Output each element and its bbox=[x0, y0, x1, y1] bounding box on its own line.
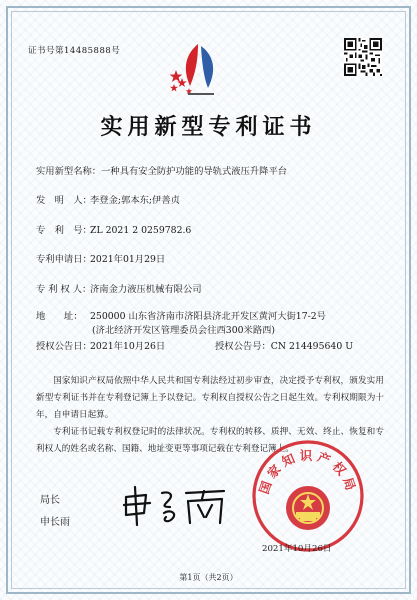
utility-model-name-row bbox=[36, 163, 287, 177]
inventor-value: 李登金;郭本东;伊善贞 bbox=[90, 195, 180, 206]
patentee-label: 专 利 权 人： bbox=[36, 284, 92, 295]
patent-number-label: 专 利 号： bbox=[36, 225, 92, 236]
patent-number-value: ZL 2021 2 0259782.6 bbox=[90, 225, 192, 236]
notice-paragraph-1: 国家知识产权局依照中华人民共和国专利法经过初步审查，决定授予专利权，颁发实用新型专利证书并在专利登记簿上予以登记。专利权自授权公告之日起生效。专利权期限为十年，自申请日起算。 bbox=[36, 376, 384, 420]
certificate-number: 证书号第14485888号 bbox=[28, 46, 121, 56]
address-value-line2: (济北经济开发区管理委员会往西300米路西) bbox=[92, 325, 276, 336]
grant-number-row bbox=[215, 338, 353, 352]
seal-text: 国家知识产权局 bbox=[256, 448, 360, 496]
address-label: 地 址： bbox=[36, 311, 83, 322]
address-row-2 bbox=[92, 322, 275, 336]
filing-date-label: 专利申请日： bbox=[36, 254, 92, 265]
patent-office-emblem-icon bbox=[168, 40, 230, 96]
utility-model-name-value: 一种具有安全防护功能的导轨式液压升降平台 bbox=[101, 166, 288, 177]
filing-date-row bbox=[36, 251, 165, 265]
grant-date-label: 授权公告日： bbox=[36, 341, 92, 352]
inventor-row bbox=[36, 192, 180, 206]
qr-code bbox=[344, 38, 382, 76]
national-emblem-icon bbox=[286, 486, 330, 530]
address-row bbox=[36, 308, 326, 322]
patentee-row bbox=[36, 281, 202, 295]
director-title: 局长 bbox=[40, 495, 60, 506]
grant-number-value: CN 214495640 U bbox=[270, 341, 354, 352]
patentee-value: 济南金力液压机械有限公司 bbox=[90, 284, 202, 295]
page-footer: 第1页（共2页） bbox=[179, 573, 238, 582]
director-signature bbox=[118, 483, 238, 527]
official-seal bbox=[250, 438, 366, 554]
inventor-label: 发 明 人： bbox=[36, 195, 92, 206]
patent-number-row bbox=[36, 222, 191, 236]
utility-model-name-label: 实用新型名称： bbox=[36, 166, 102, 177]
grant-number-label: 授权公告号： bbox=[215, 341, 271, 352]
page-title: 实用新型专利证书 bbox=[100, 114, 317, 140]
notice-paragraph-2: 专利证书记载专利权登记时的法律状况。专利权的转移、质押、无效、终止、恢复和专利权人的姓名或名称、国籍、地址变更等事项记载在专利登记簿上。 bbox=[36, 427, 384, 454]
grant-date-row bbox=[36, 338, 165, 352]
filing-date-value: 2021年01月29日 bbox=[90, 254, 166, 265]
director-name: 申长雨 bbox=[40, 517, 70, 528]
grant-date-value: 2021年10月26日 bbox=[90, 341, 166, 352]
seal-date: 2021年10月26日 bbox=[262, 544, 332, 554]
address-value-line1: 250000 山东省济南市济阳县济北开发区黄河大街17-2号 bbox=[90, 311, 326, 322]
